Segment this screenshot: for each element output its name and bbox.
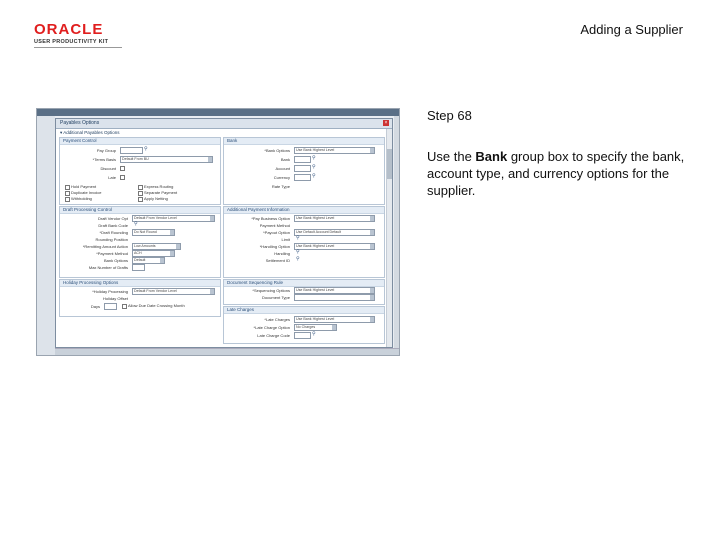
lookup-icon[interactable]: ⚲ — [312, 164, 316, 170]
lookup-icon[interactable]: ⚲ — [312, 155, 316, 161]
field-label: Late Charge Code — [257, 333, 290, 338]
group-header: Late Charges — [224, 307, 384, 314]
holiday-processing-dropdown[interactable]: Default From Vendor Level — [132, 288, 215, 295]
close-icon[interactable]: × — [384, 120, 388, 126]
holiday-days-input[interactable] — [104, 303, 117, 310]
logo-wordmark: ORACLE — [34, 21, 104, 38]
payment-method-dropdown[interactable]: ACH — [132, 250, 175, 257]
pay-business-dropdown[interactable]: Use Bank Highest Level — [294, 215, 375, 222]
document-title: Adding a Supplier — [580, 22, 683, 37]
express-routing-checkbox[interactable] — [138, 185, 143, 190]
field-label: Rate Type — [271, 184, 290, 189]
lookup-icon[interactable]: ⚲ — [134, 221, 138, 227]
apply-netting-checkbox[interactable] — [138, 197, 143, 202]
field-label: Payment Method — [259, 223, 290, 228]
max-drafts-input[interactable] — [132, 264, 145, 271]
field-label: Holiday Offset — [102, 296, 128, 301]
lookup-icon[interactable]: ⚲ — [312, 331, 316, 337]
modal-scrollbar[interactable] — [386, 129, 392, 347]
additional-options-toggle[interactable]: ▾ Additional Payables Options — [60, 130, 120, 135]
app-left-panel — [37, 116, 55, 355]
instruction-bold-term: Bank — [475, 149, 508, 164]
field-label: *Late Charges — [264, 317, 290, 322]
check-label: Separate Payment — [144, 190, 178, 195]
check-label: Allow Due Date Crossing Month — [128, 303, 185, 308]
late-charge-code-input[interactable] — [294, 332, 311, 339]
field-label: *Remitting Amount Action — [82, 244, 128, 249]
group-header: Holiday Processing Options — [60, 280, 220, 287]
field-label: *Draft Rounding — [99, 230, 128, 235]
field-label: *Bank Options — [264, 148, 290, 153]
field-label: *Payment Method — [96, 251, 128, 256]
document-sequencing-group — [223, 279, 385, 305]
field-label: Currency — [273, 175, 290, 180]
handling-option-dropdown[interactable]: Use Bank Highest Level — [294, 243, 375, 250]
allow-due-date-checkbox[interactable] — [122, 304, 127, 309]
field-label: *Payout Option — [263, 230, 290, 235]
field-label: Document Type — [262, 295, 290, 300]
field-label: Settlement ID — [265, 258, 290, 263]
field-label: Draft Vendor Opt — [97, 216, 128, 221]
check-label: Duplicate Invoice — [71, 190, 102, 195]
field-label: *Pay Business Option — [251, 216, 290, 221]
draft-bank-options-dropdown[interactable]: Default — [132, 257, 165, 264]
group-header: Payment Control — [60, 138, 220, 145]
pay-group-input[interactable] — [120, 147, 143, 154]
document-type-dropdown[interactable] — [294, 294, 375, 301]
step-label: Step 68 — [427, 108, 472, 123]
bank-options-dropdown[interactable]: Use Bank Highest Level — [294, 147, 375, 154]
late-checkbox[interactable] — [120, 175, 125, 180]
field-label: Rounding Position — [95, 237, 128, 242]
check-label: Withholding — [71, 196, 92, 201]
app-vertical-scrollbar[interactable] — [394, 116, 399, 349]
lookup-icon[interactable]: ⚲ — [144, 146, 148, 152]
additional-payment-group — [223, 206, 385, 278]
discount-checkbox[interactable] — [120, 166, 125, 171]
field-label: Account — [275, 166, 290, 171]
check-label: Hold Payment — [71, 184, 97, 189]
draft-rounding-dropdown[interactable]: Do Not Round — [132, 229, 175, 236]
terms-basis-dropdown[interactable]: Default From BU — [120, 156, 213, 163]
field-label: *Late Charge Option — [253, 325, 290, 330]
field-label: Bank Options — [103, 258, 128, 263]
field-label: Max Number of Drafts — [88, 265, 128, 270]
field-label: Days — [90, 304, 100, 309]
separate-payment-checkbox[interactable] — [138, 191, 143, 196]
holiday-processing-group — [59, 279, 221, 317]
account-input[interactable] — [294, 165, 311, 172]
lookup-icon[interactable]: ⚲ — [296, 249, 300, 255]
field-label: Handling — [274, 251, 290, 256]
instruction-text — [427, 148, 687, 199]
lookup-icon[interactable]: ⚲ — [296, 235, 300, 241]
late-charges-group — [223, 306, 385, 344]
field-label: Pay Group — [96, 148, 116, 153]
late-charge-option-dropdown[interactable]: No Charges — [294, 324, 337, 331]
remitting-amount-dropdown[interactable]: Low Amounts — [132, 243, 181, 250]
instruction-before: Use the — [427, 149, 476, 164]
currency-input[interactable] — [294, 174, 311, 181]
payables-options-modal — [55, 118, 393, 348]
field-label: *Terms Basis — [92, 157, 116, 162]
field-label: Bank — [280, 157, 290, 162]
bank-group — [223, 137, 385, 205]
draft-processing-group — [59, 206, 221, 278]
field-label: *Holiday Processing — [92, 289, 128, 294]
group-header: Bank — [224, 138, 384, 145]
group-header: Draft Processing Control — [60, 207, 220, 214]
field-label: *Handling Option — [259, 244, 290, 249]
field-label: Limit — [281, 237, 290, 242]
logo-divider — [34, 47, 122, 48]
duplicate-invoice-checkbox[interactable] — [65, 191, 70, 196]
check-label: Apply Netting — [144, 196, 168, 201]
withholding-checkbox[interactable] — [65, 197, 70, 202]
check-label: Express Routing — [144, 184, 174, 189]
draft-vendor-dropdown[interactable]: Default From Vendor Level — [132, 215, 215, 222]
collapse-label: Additional Payables Options — [63, 130, 120, 135]
group-header: Document Sequencing Rule — [224, 280, 384, 287]
app-screenshot — [36, 108, 400, 356]
field-label: *Sequencing Options — [252, 288, 290, 293]
lookup-icon[interactable]: ⚲ — [296, 256, 300, 262]
app-navbar — [37, 109, 399, 116]
payout-option-dropdown[interactable]: Use Default Account Default — [294, 229, 375, 236]
oracle-logo — [34, 22, 124, 45]
app-horizontal-scrollbar[interactable] — [55, 348, 399, 355]
instruction-after: group box to specify the bank, account type, and currency options for the supplier. — [427, 149, 685, 198]
group-header: Additional Payment Information — [224, 207, 384, 214]
lookup-icon[interactable]: ⚲ — [312, 173, 316, 179]
logo-subtitle: USER PRODUCTIVITY KIT — [34, 39, 109, 45]
field-label: Discount — [100, 166, 116, 171]
sequencing-options-dropdown[interactable]: Use Bank Highest Level — [294, 287, 375, 294]
modal-title: Payables Options — [56, 119, 392, 129]
late-charges-dropdown[interactable]: Use Bank Highest Level — [294, 316, 375, 323]
field-label: Late — [108, 175, 116, 180]
bank-input[interactable] — [294, 156, 311, 163]
field-label: Draft Bank Code — [98, 223, 128, 228]
scroll-thumb[interactable] — [387, 149, 392, 179]
hold-payment-checkbox[interactable] — [65, 185, 70, 190]
payment-control-group — [59, 137, 221, 205]
